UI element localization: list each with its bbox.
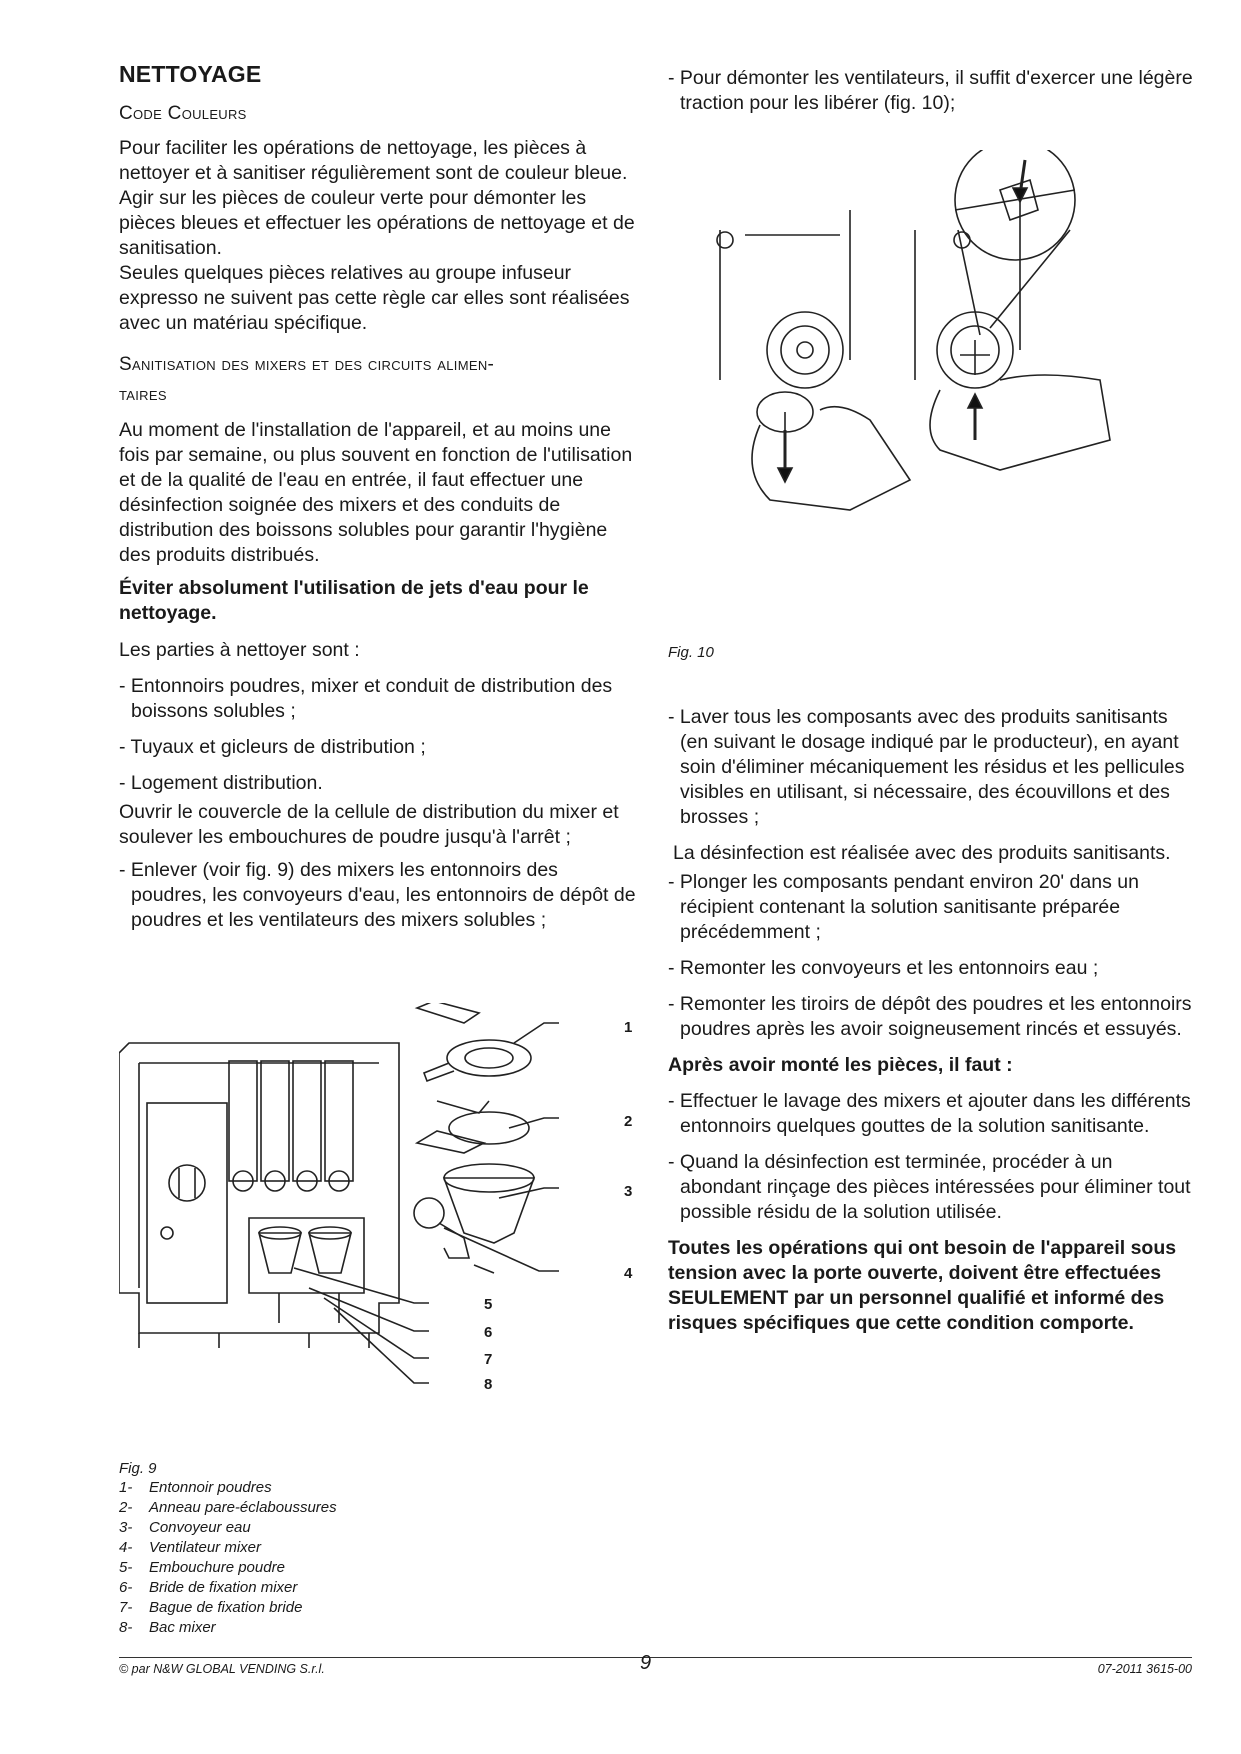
callout-3: 3 [624,1183,633,1200]
list-item: - Remonter les convoyeurs et les entonnoirs eau ; [668,957,1099,979]
callout-4: 4 [624,1265,633,1282]
paragraph: Agir sur les pièces de couleur verte pour démonter les pièces bleues et effectuer les opérations de nettoyage et de sanitisation. [119,187,635,259]
fig10-label: Fig. 10 [668,644,714,661]
warning-text: Éviter absolument l'utilisation de jets d'eau pour le nettoyage. [119,577,589,624]
fig9-illustration [119,1003,659,1463]
paragraph: Au moment de l'installation de l'appareil, et au moins une fois par semaine, ou plus souvent en fonction de l'utilisation et de la qualité de l'eau en entrée, il faut effectuer une désinfection soignée des mixers et des conduits de distribution des boissons solubles pour garantir l'hygiène des produits distribués. [119,419,633,566]
fan-removal-diagram [700,150,1120,540]
after-heading: Après avoir monté les pièces, il faut : [668,1054,1013,1076]
left-column [119,62,639,944]
legend-item: 1- Entonnoir poudres [119,1479,272,1496]
list-item: - Laver tous les composants avec des produits sanitisants (en suivant le dosage indiqué par le producteur), en ayant soin d'éliminer mécaniquement les résidus et les pellicules visibles en utilisant, si nécessaire, des écouvillons et des brosses ; [668,706,1185,828]
paragraph: Seules quelques pièces relatives au groupe infuseur expresso ne suivent pas cette règle car elles sont réalisées avec un matériau spécifique. [119,262,630,334]
callout-7: 7 [484,1351,493,1368]
list-item: - Logement distribution. [119,772,323,794]
section-heading-sanitisation: Sanitisation des mixers et des circuits alimen- taires [119,354,495,405]
final-warning: Toutes les opérations qui ont besoin de l'appareil sous tension avec la porte ouverte, doivent être effectuées SEULEMENT par un personnel qualifié et informé des risques spécifiques que cette condition comporte. [668,1237,1177,1334]
list-item: - Effectuer le lavage des mixers et ajouter dans les différents entonnoirs quelques gouttes de la solution sanitisante. [668,1090,1191,1137]
callout-1: 1 [624,1019,633,1036]
list-item: - Plonger les composants pendant environ 20' dans un récipient contenant la solution sanitisante préparée précédemment ; [668,871,1139,943]
list-item: - Quand la désinfection est terminée, procéder à un abondant rinçage des pièces intéressées pour éliminer tout possible résidu de la solution utilisée. [668,1151,1191,1223]
footer-doc-code: 07-2011 3615-00 [1097,1662,1192,1676]
section-heading-color-code: Code Couleurs [119,103,247,124]
callout-5: 5 [484,1296,493,1313]
list-item: - Tuyaux et gicleurs de distribution ; [119,736,426,758]
list-item: - Pour démonter les ventilateurs, il suffit d'exercer une légère traction pour les libérer (fig. 10); [668,67,1193,114]
mixer-diagram [119,1003,659,1463]
page-number: 9 [640,1652,652,1674]
parts-intro: Les parties à nettoyer sont : [119,639,360,661]
callout-2: 2 [624,1113,633,1130]
list-item: - Enlever (voir fig. 9) des mixers les entonnoirs des poudres, les convoyeurs d'eau, les entonnoirs de dépôt de poudres et les ventilateurs des mixers solubles ; [119,859,636,931]
fig10-illustration [700,150,1120,540]
callout-8: 8 [484,1376,493,1393]
footer-divider [119,1657,1192,1658]
paragraph: Pour faciliter les opérations de nettoyage, les pièces à nettoyer et à sanitiser régulièrement sont de couleur bleue. [119,137,628,184]
legend-item: 3- Convoyeur eau [119,1519,251,1536]
disinfection-note: La désinfection est réalisée avec des produits sanitisants. [673,842,1171,864]
paragraph: Ouvrir le couvercle de la cellule de distribution du mixer et soulever les embouchures de poudre jusqu'à l'arrêt ; [119,801,619,848]
legend-item: 6- Bride de fixation mixer [119,1579,298,1596]
page-title: NETTOYAGE [119,61,262,87]
callout-6: 6 [484,1324,493,1341]
legend-item: 5- Embouchure poudre [119,1559,285,1576]
fig9-label: Fig. 9 [119,1460,157,1477]
legend-item: 4- Ventilateur mixer [119,1539,261,1556]
right-column-lower [668,705,1198,1344]
legend-item: 8- Bac mixer [119,1619,216,1636]
fig9-legend [119,1478,337,1638]
list-item: - Entonnoirs poudres, mixer et conduit de distribution des boissons solubles ; [119,675,613,722]
right-column [668,66,1198,127]
legend-item: 7- Bague de fixation bride [119,1599,303,1616]
footer-copyright: © par N&W GLOBAL VENDING S.r.l. [119,1662,325,1676]
list-item: - Remonter les tiroirs de dépôt des poudres et les entonnoirs poudres après les avoir soigneusement rincés et essuyés. [668,993,1192,1040]
legend-item: 2- Anneau pare-éclaboussures [119,1499,337,1516]
